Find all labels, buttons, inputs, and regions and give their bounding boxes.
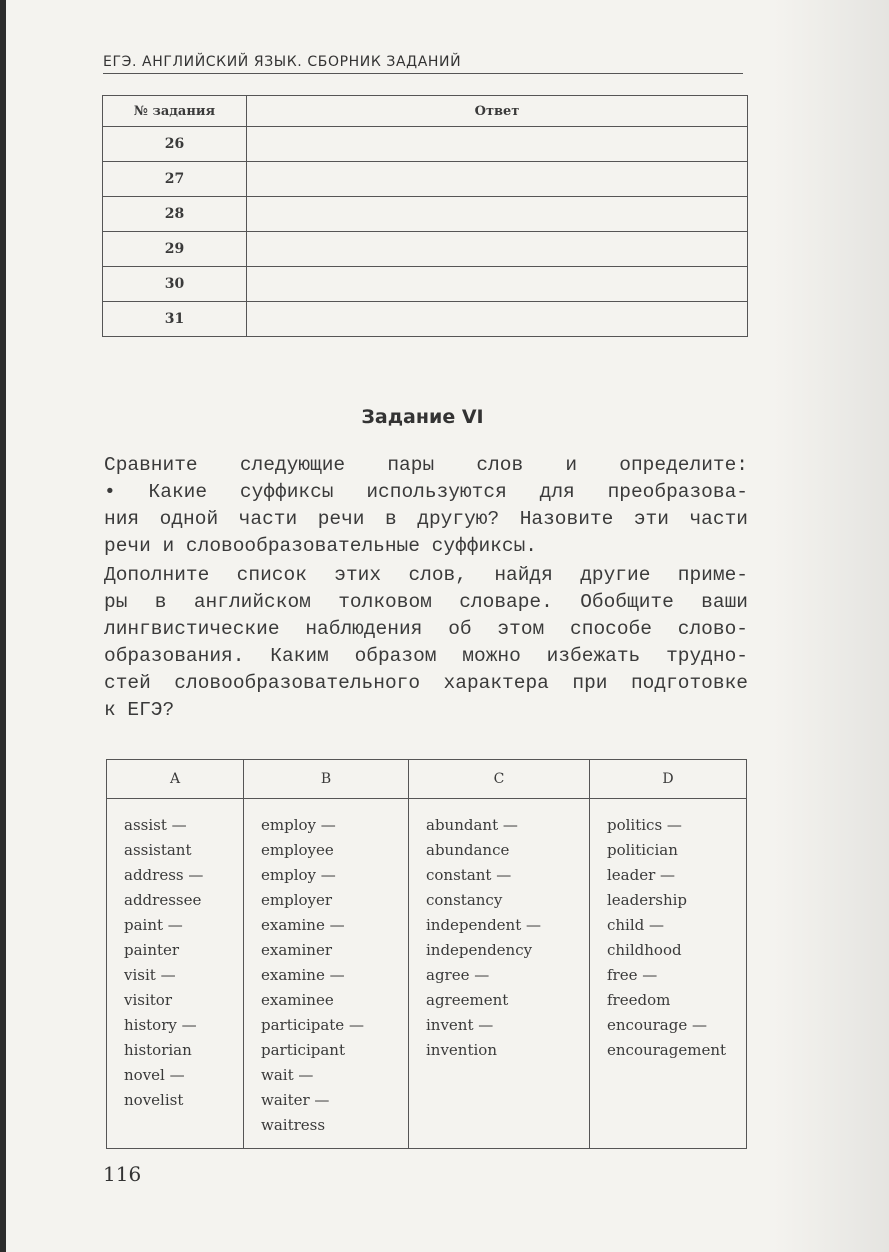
table-row bbox=[103, 162, 748, 197]
word-item: abundant — bbox=[426, 816, 518, 834]
word-item: childhood bbox=[607, 941, 682, 959]
answer-cell[interactable] bbox=[247, 162, 748, 197]
table-row bbox=[103, 267, 748, 302]
text-line: речи и словообразовательные суффиксы. bbox=[104, 535, 537, 557]
answer-cell[interactable] bbox=[247, 127, 748, 162]
table-row bbox=[103, 197, 748, 232]
answer-cell[interactable] bbox=[247, 197, 748, 232]
task-number: 29 bbox=[103, 232, 247, 267]
word-item: employer bbox=[261, 891, 333, 909]
text-line: Дополните список этих слов, найдя другие приме- bbox=[104, 564, 748, 586]
col-d-header: D bbox=[590, 760, 747, 799]
answer-table bbox=[102, 95, 748, 337]
word-item: novel — bbox=[124, 1066, 185, 1084]
text-line: Сравните следующие пары слов и определите: bbox=[104, 454, 748, 476]
task-number: 30 bbox=[103, 267, 247, 302]
word-item: agree — bbox=[426, 966, 490, 984]
word-item: examine — bbox=[261, 916, 345, 934]
text-line: лингвистические наблюдения об этом способе слово- bbox=[104, 618, 748, 640]
word-item: visit — bbox=[124, 966, 176, 984]
task-number: 28 bbox=[103, 197, 247, 232]
page-shadow bbox=[774, 0, 889, 1252]
text-line: к ЕГЭ? bbox=[104, 699, 175, 721]
word-pairs-table bbox=[106, 759, 747, 1149]
word-item: examine — bbox=[261, 966, 345, 984]
col-a-header: A bbox=[107, 760, 244, 799]
word-item: examinee bbox=[261, 991, 334, 1009]
word-column-d bbox=[590, 799, 747, 1149]
word-item: visitor bbox=[124, 991, 172, 1009]
page-binding-edge bbox=[0, 0, 6, 1252]
word-item: wait — bbox=[261, 1066, 314, 1084]
answer-cell[interactable] bbox=[247, 302, 748, 337]
task-number: 27 bbox=[103, 162, 247, 197]
word-item: encouragement bbox=[607, 1041, 727, 1059]
task-number: 26 bbox=[103, 127, 247, 162]
word-item: examiner bbox=[261, 941, 333, 959]
answer-table-header bbox=[103, 96, 748, 127]
col-answer-header: Ответ bbox=[247, 96, 748, 127]
word-table-header bbox=[107, 760, 747, 799]
word-item: waiter — bbox=[261, 1091, 330, 1109]
word-item: employ — bbox=[261, 816, 336, 834]
word-item: historian bbox=[124, 1041, 192, 1059]
word-item: assist — bbox=[124, 816, 187, 834]
answer-cell[interactable] bbox=[247, 267, 748, 302]
word-item: encourage — bbox=[607, 1016, 707, 1034]
table-row bbox=[103, 232, 748, 267]
word-column-b bbox=[244, 799, 409, 1149]
word-column-a bbox=[107, 799, 244, 1149]
text-line: стей словообразовательного характера при подготовке bbox=[104, 672, 748, 694]
word-item: agreement bbox=[426, 991, 509, 1009]
running-header: ЕГЭ. АНГЛИЙСКИЙ ЯЗЫК. СБОРНИК ЗАДАНИЙ bbox=[103, 54, 743, 74]
page-number: 116 bbox=[103, 1162, 142, 1186]
col-task-header: № задания bbox=[103, 96, 247, 127]
word-item: invent — bbox=[426, 1016, 494, 1034]
word-item: waitress bbox=[261, 1116, 326, 1134]
word-item: free — bbox=[607, 966, 658, 984]
instruction-paragraph bbox=[104, 452, 748, 560]
table-row bbox=[103, 127, 748, 162]
instruction-paragraph bbox=[104, 562, 748, 724]
word-item: painter bbox=[124, 941, 180, 959]
word-item: address — bbox=[124, 866, 204, 884]
section-title: Задание VI bbox=[361, 406, 484, 428]
word-item: independent — bbox=[426, 916, 542, 934]
word-item: employ — bbox=[261, 866, 336, 884]
word-item: child — bbox=[607, 916, 665, 934]
table-row bbox=[103, 302, 748, 337]
word-item: assistant bbox=[124, 841, 192, 859]
word-item: politician bbox=[607, 841, 678, 859]
col-c-header: C bbox=[409, 760, 590, 799]
answer-cell[interactable] bbox=[247, 232, 748, 267]
word-item: constant — bbox=[426, 866, 512, 884]
text-line: ния одной части речи в другую? Назовите эти части bbox=[104, 508, 748, 530]
word-item: history — bbox=[124, 1016, 197, 1034]
word-item: participate — bbox=[261, 1016, 364, 1034]
word-item: addressee bbox=[124, 891, 202, 909]
col-b-header: B bbox=[244, 760, 409, 799]
word-item: novelist bbox=[124, 1091, 184, 1109]
word-column-c bbox=[409, 799, 590, 1149]
word-item: freedom bbox=[607, 991, 671, 1009]
text-line: образования. Каким образом можно избежать трудно- bbox=[104, 645, 748, 667]
word-item: paint — bbox=[124, 916, 183, 934]
word-table-body bbox=[107, 799, 747, 1149]
text-line: ры в английском толковом словаре. Обобщите ваши bbox=[104, 591, 748, 613]
word-item: invention bbox=[426, 1041, 497, 1059]
word-item: leadership bbox=[607, 891, 688, 909]
word-item: politics — bbox=[607, 816, 682, 834]
text-line: • Какие суффиксы используются для преобразова- bbox=[104, 481, 748, 503]
word-item: abundance bbox=[426, 841, 510, 859]
word-item: participant bbox=[261, 1041, 345, 1059]
word-item: leader — bbox=[607, 866, 676, 884]
word-item: employee bbox=[261, 841, 334, 859]
word-item: constancy bbox=[426, 891, 503, 909]
task-number: 31 bbox=[103, 302, 247, 337]
word-item: independency bbox=[426, 941, 533, 959]
